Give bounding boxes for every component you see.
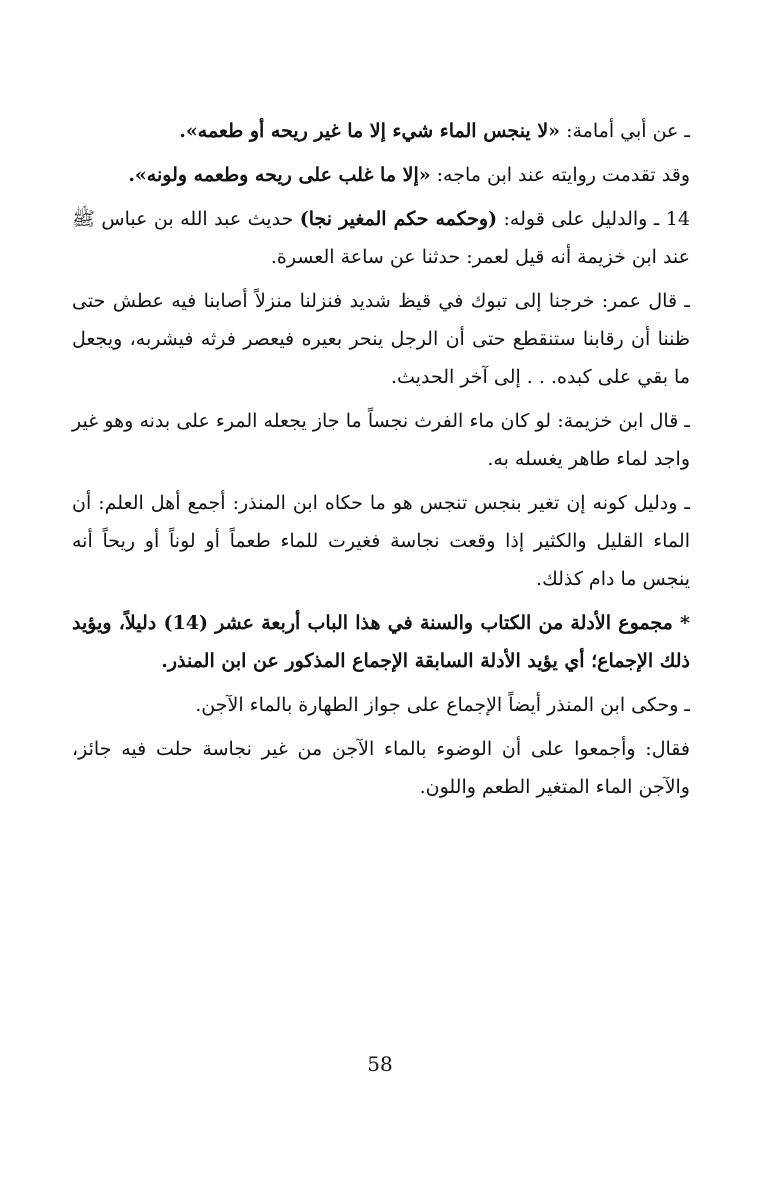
paragraph-9 bbox=[72, 730, 690, 806]
paragraph-3 bbox=[72, 200, 690, 276]
paragraph-7 bbox=[72, 604, 690, 680]
paragraph-3-heading: (وحكمه حكم المغير نجا) bbox=[299, 208, 498, 230]
paragraph-2-quote: «إلا ما غلب على ريحه وطعمه ولونه». bbox=[128, 164, 431, 186]
paragraph-8 bbox=[72, 686, 690, 724]
paragraph-3-lead: 14 ـ والدليل على قوله: bbox=[497, 208, 690, 230]
paragraph-9-text: فقال: وأجمعوا على أن الوضوء بالماء الآجن من غير نجاسة حلت فيه جائز، والآجن الماء المتغير الطعم واللون. bbox=[72, 738, 690, 798]
paragraph-5-text: ـ قال ابن خزيمة: لو كان ماء الفرث نجساً ما جاز يجعله المرء على بدنه وهو غير واجد لماء طاهر يغسله به. bbox=[72, 410, 690, 470]
paragraph-4-text: ـ قال عمر: خرجنا إلى تبوك في قيظ شديد فنزلنا منزلاً أصابنا فيه عطش حتى ظننا أن رقابنا ستنقطع حتى أن الرجل ينحر بعيره فيعصر فرثه فيشربه، ويجعل ما بقي على كبده. . . إلى آخر الحديث. bbox=[72, 290, 690, 388]
paragraph-2 bbox=[72, 156, 690, 194]
page-number: 58 bbox=[367, 1052, 393, 1076]
paragraph-1-lead: ـ عن أبي أمامة: bbox=[560, 120, 690, 142]
paragraph-3-tail: حديث عبد الله بن عباس ﷺ عند ابن خزيمة أنه قيل لعمر: حدثنا عن ساعة العسرة. bbox=[72, 208, 690, 268]
paragraph-8-text: ـ وحكى ابن المنذر أيضاً الإجماع على جواز الطهارة بالماء الآجن. bbox=[195, 694, 690, 716]
paragraph-2-lead: وقد تقدمت روايته عند ابن ماجه: bbox=[430, 164, 690, 186]
paragraph-1-quote: «لا ينجس الماء شيء إلا ما غير ريحه أو طعمه». bbox=[179, 120, 561, 142]
paragraph-7-summary: * مجموع الأدلة من الكتاب والسنة في هذا الباب أربعة عشر (14) دليلاً، ويؤيد ذلك الإجماع؛ أي يؤيد الأدلة السابقة الإجماع المذكور عن ابن المنذر. bbox=[72, 612, 690, 672]
paragraph-5 bbox=[72, 402, 690, 478]
paragraph-4 bbox=[72, 282, 690, 396]
paragraph-1 bbox=[72, 112, 690, 150]
page-body bbox=[72, 112, 690, 812]
paragraph-6 bbox=[72, 484, 690, 598]
paragraph-6-text: ـ ودليل كونه إن تغير بنجس تنجس هو ما حكاه ابن المنذر: أجمع أهل العلم: أن الماء القليل والكثير إذا وقعت نجاسة فغيرت للماء طعماً أو لوناً أو ريحاً أنه ينجس ما دام كذلك. bbox=[72, 492, 690, 590]
